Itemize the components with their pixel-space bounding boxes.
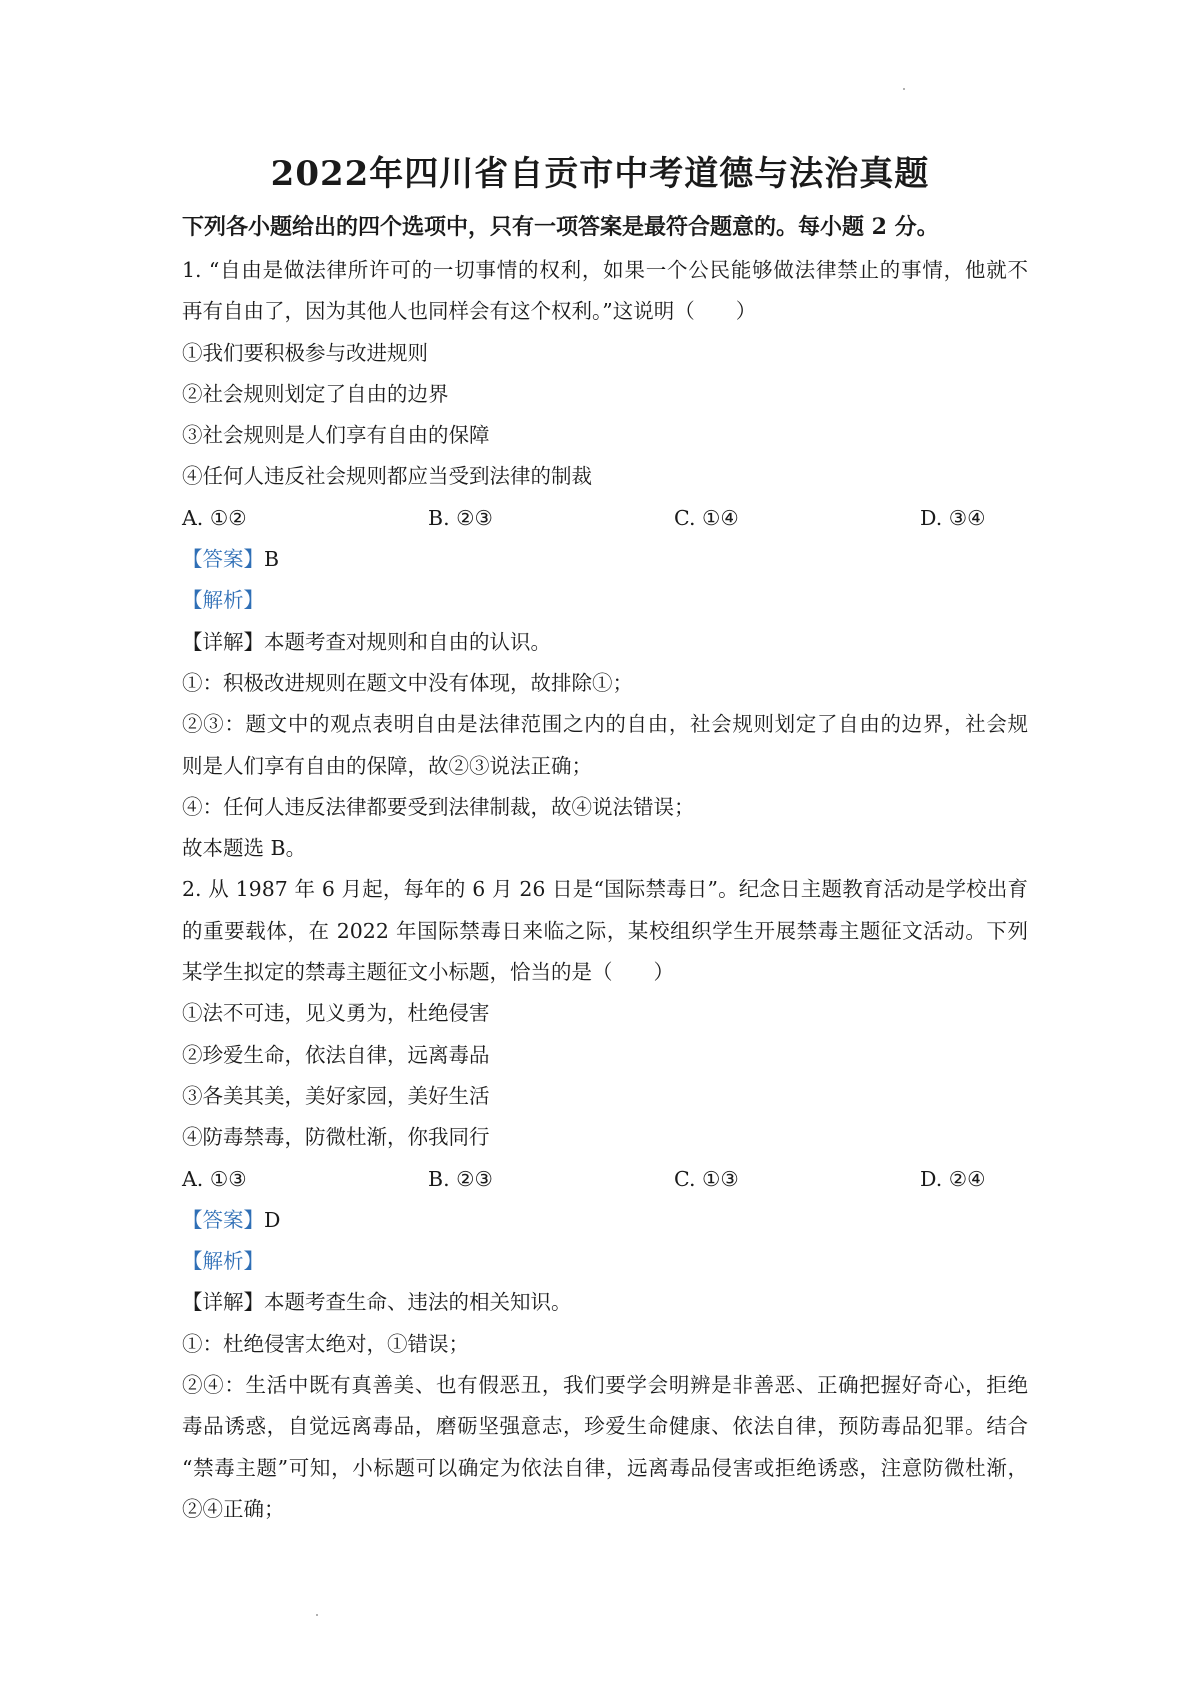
q2-item-4: ④防毒禁毒，防微杜渐，你我同行 [182,1125,490,1150]
q2-stem-line-1: 2. 从 1987 年 6 月起，每年的 6 月 26 日是“国际禁毒日”。纪念日主题教育活动是学校出育 [182,877,1028,902]
q2-explanation-1: ①：杜绝侵害太绝对，①错误； [182,1331,469,1356]
q1-stem-line-1: 1. “自由是做法律所许可的一切事情的权利，如果一个公民能够做法律禁止的事情，他就不 [182,258,1028,282]
q2-explanation-2-line-2: 毒品诱惑，自觉远离毒品，磨砺坚强意志，珍爱生命健康、依法自律，预防毒品犯罪。结合 [182,1414,1028,1439]
q1-answer-value: B [264,547,280,572]
q1-option-b: B. ②③ [428,505,493,530]
q1-item-2: ②社会规则划定了自由的边界 [182,381,449,406]
q1-detail [182,622,1028,663]
q2-option-b: B. ②③ [428,1166,493,1191]
q1-detail-label: 【详解】 [182,629,264,654]
q1-option-c: C. ①④ [674,505,739,530]
q1-explanation-3: ④：任何人违反法律都要受到法律制裁，故④说法错误； [182,794,695,819]
q2-explanation-2-line-1: ②④：生活中既有真善美、也有假恶丑，我们要学会明辨是非善恶、正确把握好奇心，拒绝 [182,1373,1028,1398]
q2-option-d: D. ②④ [920,1166,986,1191]
page-title: 2022年四川省自贡市中考道德与法治真题 [270,154,930,194]
q2-answer-value: D [264,1207,281,1232]
q2-option-a: A. ①③ [182,1166,247,1191]
q1-item-3: ③社会规则是人们享有自由的保障 [182,423,490,448]
q1-answer-label: 【答案】 [182,547,264,572]
q1-option-d: D. ③④ [920,505,986,530]
q2-detail-text: 本题考查生命、违法的相关知识。 [264,1290,572,1315]
q2-detail-label: 【详解】 [182,1290,264,1315]
q1-analysis-label: 【解析】 [182,588,264,613]
q1-option-a: A. ①② [182,505,247,530]
q1-explanation-1: ①：积极改进规则在题文中没有体现，故排除①； [182,670,633,695]
q1-item-4: ④任何人违反社会规则都应当受到法律的制裁 [182,464,592,489]
q2-answer-label: 【答案】 [182,1207,264,1232]
q1-explanation-2-line-1: ②③：题文中的观点表明自由是法律范围之内的自由，社会规则划定了自由的边界，社会规 [182,712,1028,737]
q1-answer [182,539,1028,580]
q2-stem-line-3: 某学生拟定的禁毒主题征文小标题，恰当的是（ ） [182,960,674,985]
q1-detail-text: 本题考查对规则和自由的认识。 [264,629,551,654]
q2-analysis-label: 【解析】 [182,1249,264,1274]
q2-detail [182,1282,1028,1323]
q2-answer [182,1200,1028,1241]
q2-item-1: ①法不可违，见义勇为，杜绝侵害 [182,1001,490,1026]
q1-item-1: ①我们要积极参与改进规则 [182,340,428,365]
q2-item-3: ③各美其美，美好家园，美好生活 [182,1083,490,1108]
q1-options [182,498,1028,539]
q2-explanation-2-line-3: “禁毒主题”可知，小标题可以确定为依法自律，远离毒品侵害或拒绝诱惑，注意防微杜渐， [182,1455,1028,1480]
q1-conclusion: 故本题选 B。 [182,836,307,861]
q1-stem-line-2: 再有自由了，因为其他人也同样会有这个权利。”这说明（ ） [182,299,757,324]
q2-stem-line-2: 的重要载体，在 2022 年国际禁毒日来临之际，某校组织学生开展禁毒主题征文活动。下列 [182,918,1028,943]
scan-speck [316,1614,318,1616]
q2-option-c: C. ①③ [674,1166,739,1191]
q2-options [182,1159,1028,1200]
q2-item-2: ②珍爱生命，依法自律，远离毒品 [182,1042,490,1067]
document-body [182,250,1028,1530]
section-instruction: 下列各小题给出的四个选项中，只有一项答案是最符合题意的。每小题 2 分。 [182,214,939,240]
scan-speck [903,88,905,90]
q2-explanation-2-line-4: ②④正确； [182,1496,285,1521]
q1-explanation-2-line-2: 则是人们享有自由的保障，故②③说法正确； [182,753,592,778]
